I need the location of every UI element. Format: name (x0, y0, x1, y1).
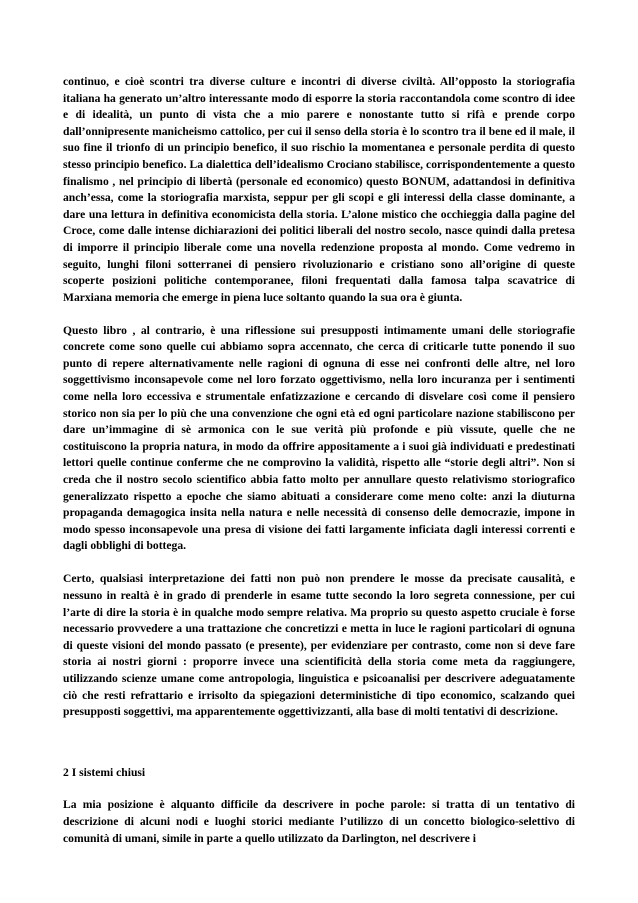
document-body (63, 74, 575, 847)
paragraph-historiography: continuo, e cioè scontri tra diverse culture e incontri di diverse civiltà. All’opposto la storiografia italiana ha generato un’altro interessante modo di esporre la storia raccontandola come scontro di idee e di idealità, un punto di vista che a mio parere e nonostante tutto si rifà e prende corpo dall’onnipresente manicheismo cattolico, per cui il senso della storia è lo scontro tra il bene ed il male, il suo fine il trionfo di un principio benefico, il suo rischio la momentanea e personale perdita di questo stesso principio benefico. La dialettica dell’idealismo Crociano stabilisce, corrispondentemente a questo finalismo , nel principio di libertà (personale ed economico) questo BONUM, adattandosi in definitiva anch’essa, come la storiografia marxista, seppur per gli scopi e gli interessi della classe dominante, a dare una lettura in definitiva economicista della storia. L’alone mistico che occhieggia dalla pagine del Croce, come dalle intense dichiarazioni dei politici liberali del nostro secolo, nasce quindi dalla pretesa di imporre il principio liberale come una novella redenzione proposta al mondo. Come vedremo in seguito, lunghi filoni sotterranei di pensiero rivoluzionario e cristiano sono all’origine di queste scoperte posizioni politiche contemporanee, filoni frequentati dalla famosa talpa scavatrice di Marxiana memoria che emerge in piena luce soltanto quando la sua ora è giunta. (63, 75, 575, 304)
paragraph-closed-systems: La mia posizione è alquanto difficile da descrivere in poche parole: si tratta di un tentativo di descrizione di alcuni nodi e luoghi storici mediante l’utilizzo di un concetto biologico-selettivo di comunità di umani, simile in parte a quello utilizzato da Darlington, nel descrivere i (63, 798, 575, 845)
section-heading: 2 I sistemi chiusi (63, 765, 146, 779)
paragraph-interpretation: Certo, qualsiasi interpretazione dei fatti non può non prendere le mosse da precisate causalità, e nessuno in realtà è in grado di prenderle in esame tutte secondo la loro segreta connessione, per cui l’arte di dire la storia è in qualche modo sempre relativa. Ma proprio su questo aspetto cruciale è forse necessario provvedere a una trattazione che concretizzi e metta in luce le ragioni particolari di ognuna di queste visioni del mondo passato (e presente), per evidenziare per contrasto, come non si deve fare storia ai nostri giorni : proporre invece una scientificità della storia come meta da raggiungere, utilizzando scienze umane come antropologia, linguistica e psicoanalisi per descrivere adeguatamente ciò che resti refrattario e irrisolto da spiegazioni deterministiche di tipo economico, scalzando quei presupposti soggettivi, ma apparentemente oggettivizzanti, alla base di molti tentativi di descrizione. (63, 572, 575, 719)
paragraph-book-purpose: Questo libro , al contrario, è una riflessione sui presupposti intimamente umani delle storiografie concrete come sono quelle cui abbiamo sopra accennato, che cerca di criticarle tutte ponendo il suo punto di repere alternativamente nelle ragioni di ognuna di esse nei confronti delle altre, nel loro soggettivismo inconsapevole come nel loro forzato oggettivismo, nella loro incuranza per i sentimenti come nella loro eccessiva e strumentale enfatizzazione e cercando di disvelare così come il pensiero storico non sia per lo più che una convenzione che ogni età ed ogni particolare nazione stabiliscono per dare un’immagine di sè armonica con le sue verità più profonde e più vissute, quelle che ne costituiscono la propria natura, in modo da offrire appositamente a i suoi già individuati e predestinati lettori quelle continue conferme che ne comprovino la validità, rispetto alle “storie degli altri”. Non si creda che il nostro secolo scientifico abbia fatto molto per annullare questo relativismo storiografico generalizzato rispetto a epoche che siamo abituati a considerare come meno colte: anzi la diuturna propaganda demagogica insita nella natura e nelle necessità di consenso delle democrazie, impone in modo spesso inconsapevole una presa di visione dei fatti largamente inficiata dagli interessi correnti e dagli obblighi di bottega. (63, 323, 575, 553)
